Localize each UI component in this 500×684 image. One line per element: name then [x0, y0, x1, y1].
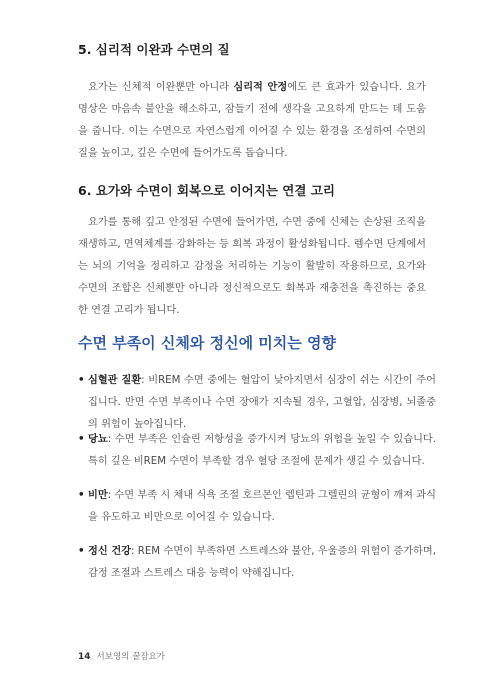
page-footer [78, 650, 165, 662]
bullet-text: : 수면 부족은 인슐린 저항성을 증가시켜 당뇨의 위험을 높일 수 있습니다. 특히 깊은 비REM 수면이 부족할 경우 혈당 조절에 문제가 생길 수 있습니다. [88, 434, 436, 467]
bullet-item-cardiovascular [78, 370, 436, 436]
book-title: 서보영의 꿀잠요가 [96, 652, 165, 662]
page-number: 14 [78, 652, 91, 662]
section-6-paragraph [78, 212, 426, 322]
section-5-text-pre: 요가는 신체적 이완뿐만 아니라 [88, 82, 234, 93]
bullet-term: 당뇨 [88, 434, 108, 445]
bullet-item-diabetes [78, 429, 436, 473]
bullet-item-obesity [78, 485, 436, 529]
section-5-emphasis: 심리적 안정 [233, 82, 288, 93]
bullet-term: 심혈관 질환 [88, 375, 142, 386]
bullet-icon: • [78, 490, 85, 501]
bullet-text: : 수면 부족 시 체내 식욕 조절 호르몬인 렙틴과 그렐린의 균형이 깨져 과식을 유도하고 비만으로 이어질 수 있습니다. [88, 490, 436, 523]
section-5-paragraph [78, 77, 426, 165]
bullet-text: : REM 수면이 부족하면 스트레스와 불안, 우울증의 위험이 증가하며, 감정 조절과 스트레스 대응 능력이 약해집니다. [88, 546, 436, 579]
bullet-text: : 비REM 수면 중에는 혈압이 낮아지면서 심장이 쉬는 시간이 주어집니다. 반면 수면 부족이나 수면 장애가 지속될 경우, 고혈압, 심장병, 뇌졸중의 위험이 높아집니다. [88, 375, 436, 430]
bullet-term: 비만 [88, 490, 108, 501]
bullet-term: 정신 건강 [88, 546, 132, 557]
impact-section-title: 수면 부족이 신체와 정신에 미치는 영향 [78, 334, 336, 352]
bullet-icon: • [78, 434, 85, 445]
section-6-heading: 6. 요가와 수면이 회복으로 이어지는 연결 고리 [78, 183, 335, 198]
bullet-icon: • [78, 375, 85, 386]
section-6-text: 요가를 통해 깊고 안정된 수면에 들어가면, 수면 중에 신체는 손상된 조직을 재생하고, 면역체계를 강화하는 등 회복 과정이 활성화됩니다. 렘수면 단계에서는 뇌의 기억을 정리하고 감정을 처리하는 기능이 활발히 작용하므로, 요가와 수면의 조합은 신체뿐만 아니라 정신적으로도 회복과 재충전을 촉진하는 중요한 연결 고리가 됩니다. [78, 217, 426, 316]
section-5-text-post: 에도 큰 효과가 있습니다. 요가 명상은 마음속 불안을 해소하고, 잠들기 전에 생각을 고요하게 만드는 데 도움을 줍니다. 이는 수면으로 자연스럽게 이어질 수 있는 환경을 조성하여 수면의 질을 높이고, 깊은 수면에 들어가도록 돕습니다. [78, 82, 426, 159]
bullet-item-mental-health [78, 541, 436, 585]
bullet-icon: • [78, 546, 85, 557]
section-5-heading: 5. 심리적 이완과 수면의 질 [78, 42, 230, 57]
